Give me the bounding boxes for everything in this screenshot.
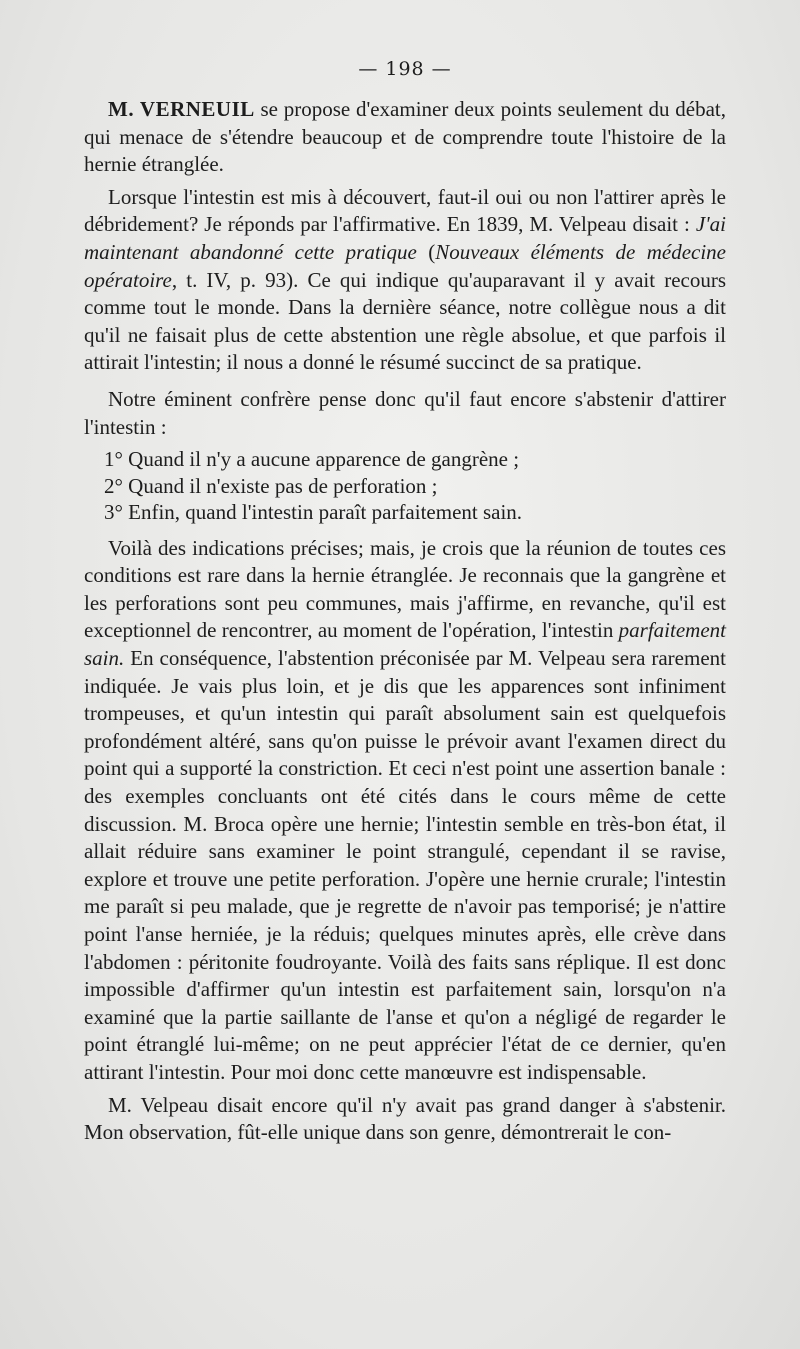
list-item: 1° Quand il n'y a aucune apparence de gangrène ; [104, 447, 520, 472]
list-item: 2° Quand il n'existe pas de perforation ; [104, 473, 438, 498]
paragraph-text: En conséquence, l'abstention préconisée par M. Velpeau sera rarement indiquée. Je vais plus loin, et je dis que les apparences sont infiniment trompeuses, et qu'un intestin qui paraît absolument sain est quelquefois profondément altéré, sans qu'on puisse le prévoir avant l'examen direct du point qui a supporté la constriction. Et ceci n'est point une assertion banale : des exemples concluants ont été cités dans le cours même de cette discussion. M. Broca opère une hernie; l'intestin semble en très-bon état, il allait réduire sans examiner le point strangulé, cependant il se ravise, explore et trouve une petite perforation. J'opère une hernie crurale; l'intestin me paraît si peu malade, que je regrette de n'avoir pas temporisé; je n'attire point l'anse herniée, je la réduis; quelques minutes après, elle crève dans l'abdomen : péritonite foudroyante. Voilà des faits sans réplique. Il est donc impossible d'affirmer qu'un intestin est parfaitement sain, lorsqu'on n'a examiné que la partie saillante de l'anse et qu'on a négligé de regarder le point étranglé lui-même; on ne peut apprécier l'état de ce dernier, qu'en attirant l'intestin. Pour moi donc cette manœuvre est indispensable. [84, 646, 726, 1084]
paragraph-verneuil-intro [84, 96, 726, 179]
paragraph-velpeau-quote [84, 184, 726, 377]
paragraph-text: Voilà des indications précises; mais, je crois que la réunion de toutes ces conditions est rare dans la hernie étranglée. Je reconnais que la gangrène et les perforations sont peu communes, mais j'affirme, en revanche, qu'il est exceptionnel de rencontrer, au moment de l'opération, l'intestin [84, 535, 726, 643]
paragraph-text: ( [416, 239, 436, 264]
emphasized-text: parfaitement sain. [84, 618, 726, 670]
paragraph-argument [84, 535, 726, 1087]
book-title: Nouveaux éléments de médecine opératoire [84, 239, 726, 292]
page-number: — 198 — [358, 58, 452, 80]
paragraph-conclusion: M. Velpeau disait encore qu'il n'y avait pas grand danger à s'abstenir. Mon observation, fût-elle unique dans son genre, démontrerait le con- [84, 1092, 726, 1145]
paragraph-text: Lorsque l'intestin est mis à découvert, faut-il oui ou non l'attirer après le débridement? Je réponds par l'affirmative. En 1839, M. Velpeau disait : [84, 184, 726, 237]
conditions-list [84, 446, 726, 526]
paragraph-text: , t. IV, p. 93). Ce qui indique qu'auparavant il y avait recours comme tout le monde. Dans la dernière séance, notre collègue nous a dit qu'il ne faisait plus de cette abstention une règle absolue, et que parfois il attirait l'intestin; il nous a donné le résumé succinct de sa pratique. [84, 267, 726, 375]
list-item: 3° Enfin, quand l'intestin paraît parfaitement sain. [104, 500, 523, 525]
paragraph-text: se propose d'examiner deux points seulement du débat, qui menace de s'étendre beaucoup et de comprendre toute l'histoire de la hernie étranglée. [84, 97, 727, 177]
paragraph-abstention: Notre éminent confrère pense donc qu'il faut encore s'abstenir d'attirer l'intestin : [84, 386, 726, 439]
speaker-name: M. VERNEUIL [108, 97, 255, 121]
quoted-text: J'ai maintenant abandonné cette pratique [84, 212, 726, 264]
